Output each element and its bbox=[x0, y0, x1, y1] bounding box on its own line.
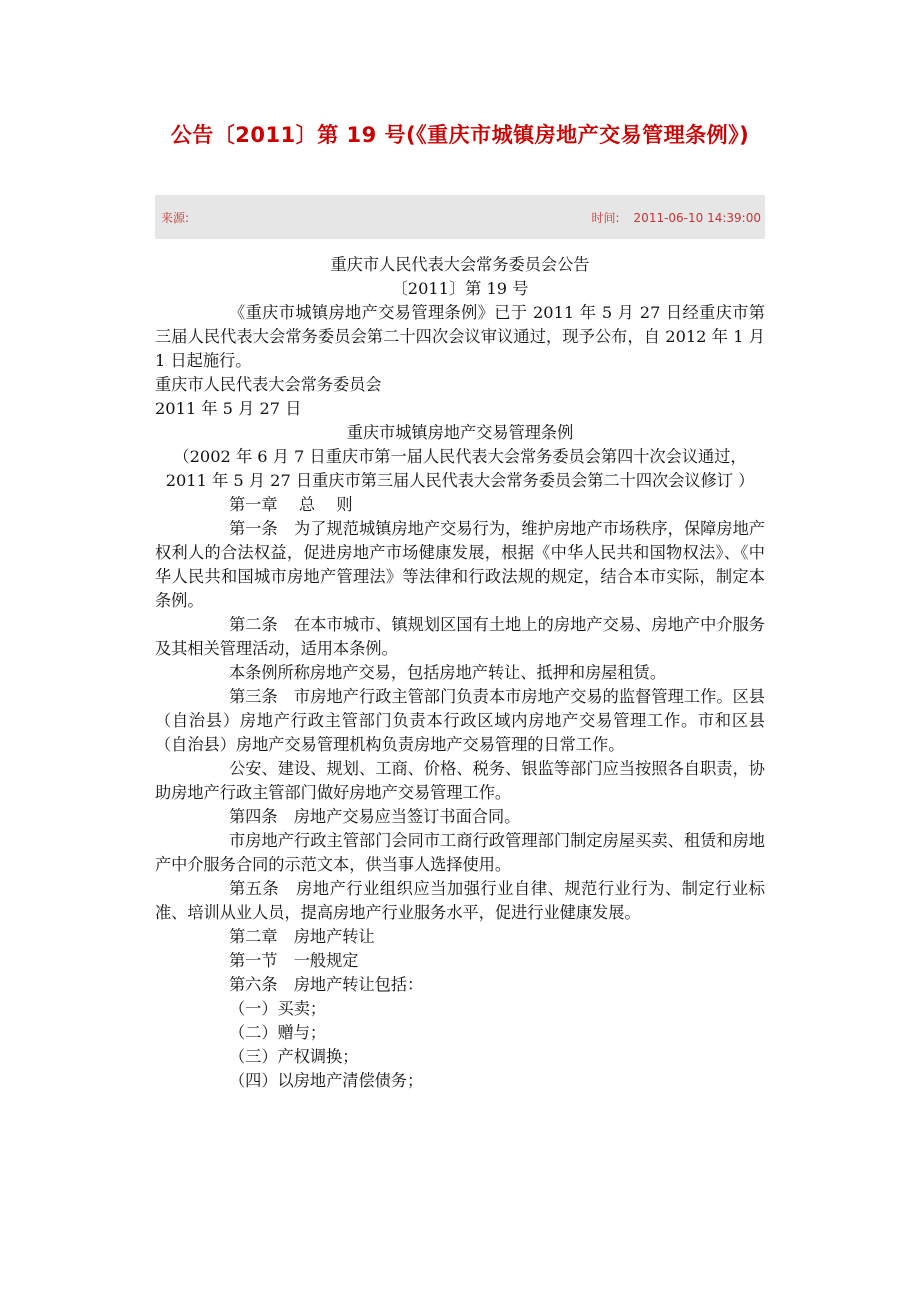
article-paragraph: 第四条 房地产交易应当签订书面合同。 bbox=[229, 807, 521, 826]
adoption-note: （2002 年 6 月 7 日重庆市第一届人民代表大会常务委员会第四十次会议通过， bbox=[173, 447, 747, 466]
article-paragraph: 第五条 房地产行业组织应当加强行业自律、规范行业行为、制定行业标准、培训从业人员，提高房地产行业服务水平，促进行业健康发展。 bbox=[155, 879, 765, 922]
article-paragraph: 第六条 房地产转让包括： bbox=[229, 975, 424, 994]
signatory: 重庆市人民代表大会常务委员会 bbox=[155, 375, 382, 394]
chapter-heading: 第一章 总 则 bbox=[229, 495, 353, 514]
article-paragraph: 本条例所称房地产交易，包括房地产转让、抵押和房屋租赁。 bbox=[229, 663, 667, 682]
announcement-heading: 重庆市人民代表大会常务委员会公告 bbox=[330, 255, 590, 274]
time-value: 2011-06-10 14:39:00 bbox=[633, 211, 761, 225]
article-paragraph: 第二条 在本市城市、镇规划区国有土地上的房地产交易、房地产中介服务及其相关管理活动，适用本条例。 bbox=[155, 615, 765, 658]
announcement-number: 〔2011〕第 19 号 bbox=[391, 279, 529, 298]
time-label: 时间: bbox=[591, 211, 620, 225]
source-label: 来源: bbox=[161, 211, 190, 225]
page-title: 公告〔2011〕第 19 号(《重庆市城镇房地产交易管理条例》) bbox=[170, 123, 750, 147]
signature-date: 2011 年 5 月 27 日 bbox=[155, 399, 302, 418]
announcement-text: 《重庆市城镇房地产交易管理条例》已于 2011 年 5 月 27 日经重庆市第三届人民代表大会常务委员会第二十四次会议审议通过，现予公布，自 2012 年 1 月 1 日起施行。 bbox=[155, 303, 765, 370]
list-item: （一）买卖； bbox=[229, 999, 327, 1018]
publish-time bbox=[592, 209, 762, 226]
revision-note: 2011 年 5 月 27 日重庆市第三届人民代表大会常务委员会第二十四次会议修订 ） bbox=[165, 471, 755, 490]
article-paragraph: 第三条 市房地产行政主管部门负责本市房地产交易的监督管理工作。区县（自治县）房地产行政主管部门负责本行政区域内房地产交易管理工作。市和区县（自治县）房地产交易管理机构负责房地产交易管理的日常工作。 bbox=[155, 687, 765, 754]
meta-bar bbox=[155, 195, 765, 239]
list-item: （二）赠与； bbox=[229, 1023, 327, 1042]
article-paragraph: 第一条 为了规范城镇房地产交易行为，维护房地产市场秩序，保障房地产权利人的合法权益，促进房地产市场健康发展，根据《中华人民共和国物权法》、《中华人民共和国城市房地产管理法》等法律和行政法规的规定，结合本市实际，制定本条例。 bbox=[155, 519, 765, 610]
section-heading: 第一节 一般规定 bbox=[229, 951, 359, 970]
article-paragraph: 公安、建设、规划、工商、价格、税务、银监等部门应当按照各自职责，协助房地产行政主管部门做好房地产交易管理工作。 bbox=[155, 759, 765, 802]
regulation-title: 重庆市城镇房地产交易管理条例 bbox=[346, 423, 574, 442]
list-item: （三）产权调换； bbox=[229, 1047, 359, 1066]
article-body bbox=[155, 253, 765, 1093]
chapter-heading: 第二章 房地产转让 bbox=[229, 927, 375, 946]
article-paragraph: 市房地产行政主管部门会同市工商行政管理部门制定房屋买卖、租赁和房地产中介服务合同的示范文本，供当事人选择使用。 bbox=[155, 831, 765, 874]
list-item: （四）以房地产清偿债务； bbox=[229, 1071, 424, 1090]
